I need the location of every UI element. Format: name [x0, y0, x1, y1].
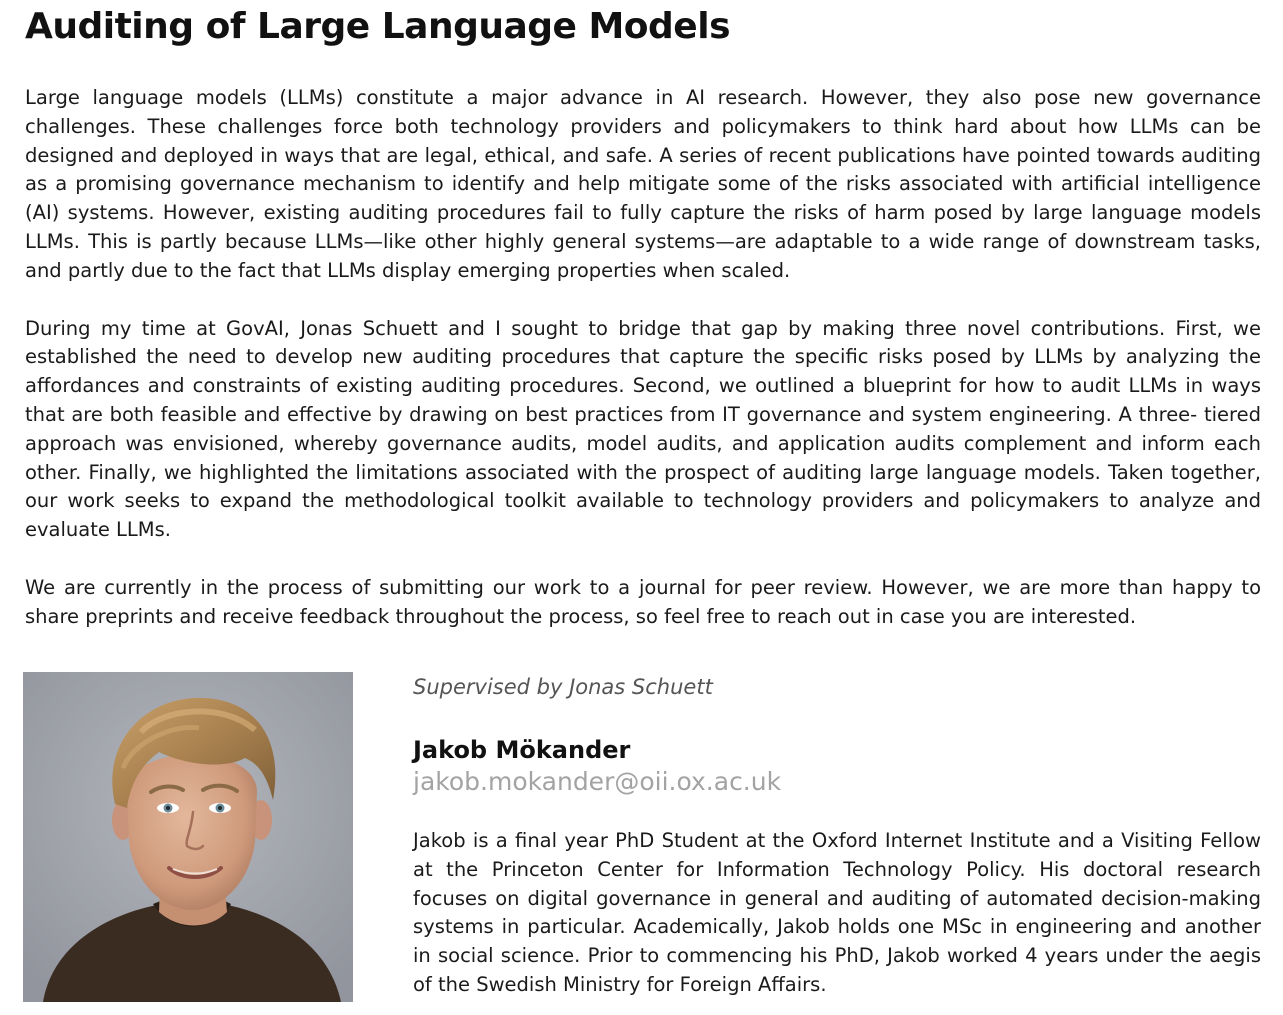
page-title: Auditing of Large Language Models: [25, 6, 730, 47]
portrait-photo: [23, 672, 353, 1002]
supervisor-line: Supervised by Jonas Schuett: [413, 675, 713, 699]
author-info: [413, 672, 1261, 1000]
portrait-photo-icon: [23, 672, 353, 1002]
author-profile: [23, 672, 1261, 1003]
article-paragraph-2: During my time at GovAI, Jonas Schuett and I sought to bridge that gap by making three novel contributions. First, we established the need to develop new auditing procedures that capture the specific risks posed by LLMs by analyzing the affordances and constraints of existing auditing procedures. Second, we outlined a blueprint for how to audit LLMs in ways that are both feasible and effective by drawing on best practices from IT governance and system engineering. A three- tiered approach was envisioned, whereby governance audits, model audits, and application audits complement and inform each other. Finally, we highlighted the limitations associated with the prospect of auditing large language models. Taken together, our work seeks to expand the methodological toolkit available to technology providers and policymakers to analyze and evaluate LLMs.: [25, 316, 1261, 542]
article-paragraph-1: Large language models (LLMs) constitute a major advance in AI research. However, they also pose new governance challenges. These challenges force both technology providers and policymakers to think hard about how LLMs can be designed and deployed in ways that are legal, ethical, and safe. A series of recent publications have pointed towards auditing as a promising governance mechanism to identify and help mitigate some of the risks associated with artificial intelligence (AI) systems. However, existing auditing procedures fail to fully capture the risks of harm posed by large language models LLMs. This is partly because LLMs—like other highly general systems—are adaptable to a wide range of downstream tasks, and partly due to the fact that LLMs display emerging properties when scaled.: [25, 86, 1261, 282]
author-bio: Jakob is a final year PhD Student at the Oxford Internet Institute and a Visiting Fellow at the Princeton Center for Information Technology Policy. His doctoral research focuses on digital governance in general and auditing of automated decision-making systems in particular. Academically, Jakob holds one MSc in engineering and another in social science. Prior to commencing his PhD, Jakob worked 4 years under the aegis of the Swedish Ministry for Foreign Affairs.: [413, 829, 1261, 996]
article-paragraph-3: We are currently in the process of submitting our work to a journal for peer review. However, we are more than happy to share preprints and receive feedback throughout the process, so feel free to reach out in case you are interested.: [25, 575, 1261, 628]
article: [25, 0, 1261, 632]
author-email-link[interactable]: jakob.mokander@oii.ox.ac.uk: [413, 767, 782, 796]
author-name: Jakob Mökander: [413, 736, 631, 764]
